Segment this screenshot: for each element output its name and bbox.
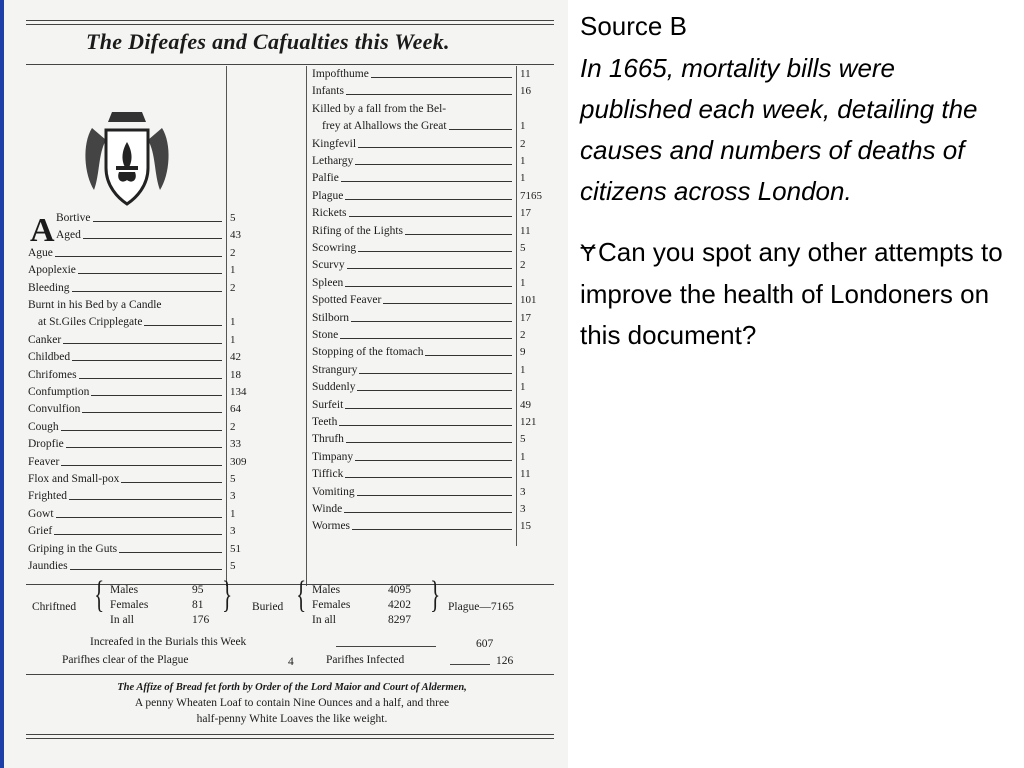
leader-line [344,512,512,513]
cause-name: Lethargy [312,155,354,167]
assize-line-1: A penny Wheaten Loaf to contain Nine Ounces and a half, and three [134,697,450,709]
cause-name: Ague [28,246,53,259]
leader-line [358,147,512,148]
cause-count: 64 [230,403,241,416]
cause-count: 5 [230,212,236,224]
christned-brace: { [94,574,105,616]
cause-count: 5 [520,433,526,446]
plague-total: Plague—7165 [448,601,514,613]
cause-count: 1 [520,276,526,289]
cause-entry [312,190,514,203]
cause-name: Dropfie [28,438,64,451]
cause-name: Teeth [312,416,338,428]
leader-line [54,534,222,535]
cause-count: 11 [520,468,531,481]
leader-line [355,164,512,165]
leader-line [449,129,512,130]
leader-line [425,355,512,356]
summary-value: 81 [192,599,204,611]
cause-name: Stilborn [312,311,350,324]
leader-line [346,94,512,95]
cause-entry [28,525,224,538]
cause-count: 1 [520,120,526,133]
summary-name: Females [110,599,149,611]
assize-title-text: The Affize of Bread fet forth by Order of the Lord Maior and Court of Aldermen, [117,682,467,693]
source-intro: In 1665, mortality bills were published each week, detailing the causes and numbers of deaths of citizens across London. [580,53,978,206]
branch-icon: Ɏ [580,240,597,267]
cause-name: Bleeding [28,281,70,294]
cause-name: Rifing of the Lights [312,224,404,237]
cause-name: Convulfion [28,403,81,416]
cause-count: 5 [230,560,236,572]
cause-entry [28,334,224,347]
cause-entry [312,468,514,481]
leader-line [72,291,222,292]
cause-count: 49 [520,398,531,411]
cause-name: Winde [312,503,343,515]
leader-line [345,286,512,287]
cause-name: Apoplexie [28,264,76,277]
leader-line [371,77,512,78]
cause-entry [312,207,514,220]
summary-value: 4095 [388,584,411,596]
leader-line [61,465,222,466]
bottom-rule-2 [26,738,554,739]
summary-rule [26,584,554,585]
cause-name: Infants [312,85,344,98]
cause-count: 121 [520,416,537,428]
cause-name: Childbed [28,351,71,364]
cause-count: 16 [520,85,531,98]
cause-count: 3 [520,503,526,515]
cause-entry [28,403,224,416]
cause-entry [312,68,514,81]
cause-entry [312,138,514,151]
cause-count: 1 [230,333,236,346]
column-divider-left [226,66,227,586]
cause-entry [312,85,514,98]
cause-entry [28,386,224,399]
cause-entry [312,381,514,394]
increase-leader [336,646,436,647]
cause-name: Grief [28,525,53,538]
bill-title: The Difeafes and Cafualties this Week. [86,29,450,54]
leader-line [66,447,222,448]
cause-entry [28,369,224,382]
summary-value: 95 [192,584,204,596]
cause-entry [28,456,224,469]
title-rule [26,64,554,65]
plague-label: Plague [448,601,480,613]
source-question-text: Can you spot any other attempts to improve the health of Londoners on this document? [580,237,1003,350]
cause-entry [28,264,224,277]
cause-count: 2 [520,259,526,272]
cause-entry [28,247,224,260]
infected-label: Parifhes Infected [326,654,405,666]
cause-count: 2 [520,329,526,341]
cause-count: 1 [520,155,526,167]
cause-entry [28,299,224,312]
cause-entry [28,421,224,434]
cause-count: 3 [230,490,236,503]
cause-count: 33 [230,438,241,451]
assize-line-2: half-penny White Loaves the like weight. [196,713,388,725]
cause-entry [312,294,514,307]
leader-line [82,412,222,413]
top-rule [26,20,554,21]
cause-name: Vomiting [312,485,355,498]
cause-count: 1 [230,264,236,277]
cause-name: Jaundies [28,560,68,572]
initial-letter-a: A [30,212,55,249]
cause-name: Impofthume [312,68,369,80]
cause-count: 1 [520,450,526,463]
source-question [580,232,1010,356]
leader-line [341,181,512,182]
cause-name: Wormes [312,520,351,533]
cause-name: Spleen [312,276,344,289]
cause-entry [28,473,224,486]
cause-count: 9 [520,346,526,359]
cause-count: 18 [230,368,241,381]
cause-entry [312,486,514,499]
leader-line [358,251,512,252]
leader-line [357,390,512,391]
leader-line [383,303,512,304]
cause-entry [312,103,514,116]
leader-line [69,499,222,500]
cause-count: 17 [520,311,531,324]
mortality-bill-image [4,0,568,768]
cause-name: Scurvy [312,259,345,272]
leader-line [56,517,222,518]
summary-value: 4202 [388,599,411,611]
cause-name: Burnt in his Bed by a Candle [28,299,162,311]
leader-line [355,460,512,461]
coat-of-arms-icon [72,104,182,214]
leader-line [340,338,512,339]
leader-line [352,529,512,530]
cause-count: 1 [520,172,526,185]
cause-entry [312,155,514,168]
cause-entry [28,508,224,521]
assize-title [26,680,558,695]
cause-count: 7165 [520,189,542,202]
cause-entry [312,364,514,377]
cause-name: Kingfevil [312,137,357,150]
cause-count: 17 [520,207,531,220]
cause-count: 1 [230,316,236,329]
cause-name: Stone [312,329,339,341]
cause-entry [28,351,224,364]
leader-line [351,321,512,322]
cause-name: Cough [28,420,59,433]
cause-name: Bortive [56,212,91,224]
cause-name: Chrifomes [28,368,77,381]
summary-name: Males [312,584,341,596]
cause-count: 101 [520,294,537,307]
cause-name: Timpany [312,450,354,463]
cause-entry [312,329,514,342]
summary-value: 176 [192,614,210,626]
cause-name: Suddenly [312,381,356,394]
cause-name: Spotted Feaver [312,294,382,307]
cause-entry [312,259,514,272]
leader-line [339,425,512,426]
leader-line [55,256,222,257]
leader-line [91,395,222,396]
cause-name: Frighted [28,490,67,503]
cause-count: 2 [230,420,236,433]
cause-name: Plague [312,189,344,202]
leader-line [70,569,222,570]
cause-name: Thrufh [312,433,344,446]
buried-brace: { [296,574,307,616]
cause-entry [312,312,514,325]
plague-value: 7165 [490,601,514,613]
source-heading: Source B [580,11,687,41]
summary-name: In all [110,614,134,626]
cause-count: 5 [520,242,526,254]
buried-close-brace: } [430,574,441,616]
summary-value: 8297 [388,614,411,626]
column-divider-center [306,66,307,586]
clear-value: 4 [288,656,294,668]
cause-name: Feaver [28,455,60,468]
christned-close-brace: } [222,574,233,616]
cause-count: 2 [230,246,236,259]
cause-entry [312,225,514,238]
cause-name: Palfie [312,172,339,185]
source-text-panel [580,8,1010,356]
cause-entry [28,543,224,556]
leader-line [79,378,222,379]
cause-count: 1 [520,363,526,376]
cause-count: 2 [230,281,236,294]
cause-name: Surfeit [312,398,344,411]
cause-name: Confumption [28,386,90,398]
leader-line [93,221,223,222]
cause-count: 2 [520,137,526,150]
cause-name: Flox and Small-pox [28,473,120,485]
cause-name: Killed by a fall from the Bel- [312,102,447,115]
cause-name: Aged [56,229,81,242]
leader-line [72,360,222,361]
cause-name: Tiffick [312,468,344,481]
cause-count: 5 [230,473,236,485]
cause-name: Griping in the Guts [28,542,118,555]
cause-name: frey at Alhallows the Great [322,120,447,133]
cause-entry [312,242,514,255]
leader-line [345,408,512,409]
cause-count: 11 [520,68,531,80]
increase-label: Increafed in the Burials this Week [90,636,247,648]
increase-value: 607 [476,638,494,650]
cause-name: Scowring [312,242,357,254]
cause-count: 1 [520,381,526,394]
cause-entry [312,172,514,185]
leader-line [61,430,222,431]
cause-count: 134 [230,386,247,398]
leader-line [349,216,513,217]
cause-entry [28,282,224,295]
summary-name: In all [312,614,336,626]
leader-line [144,325,222,326]
cause-count: 1 [230,507,236,520]
cause-count: 43 [230,229,241,242]
cause-name: Gowt [28,507,54,520]
cause-entry [28,560,224,573]
cause-entry [312,416,514,429]
leader-line [121,482,222,483]
cause-entry [312,520,514,533]
cause-name: Stopping of the ftomach [312,346,424,359]
cause-entry [56,229,224,242]
leader-line [345,199,512,200]
cause-name: Rickets [312,207,347,220]
infected-leader [450,664,490,665]
buried-label: Buried [252,601,284,613]
cause-entry [312,399,514,412]
cause-count: 15 [520,520,531,533]
leader-line [78,273,222,274]
leader-line [359,373,512,374]
leader-line [405,234,512,235]
leader-line [83,238,222,239]
cause-entry [312,503,514,516]
cause-count: 11 [520,224,531,237]
cause-count: 51 [230,542,241,555]
cause-name: at St.Giles Cripplegate [38,316,143,329]
christned-label: Chriftned [32,601,77,613]
cause-entry [312,433,514,446]
cause-name: Strangury [312,363,358,376]
cause-name: Canker [28,333,62,346]
bottom-rule [26,734,554,735]
cause-entry [312,451,514,464]
clear-label: Parifhes clear of the Plague [62,654,189,666]
cause-entry [312,277,514,290]
leader-line [345,477,512,478]
infected-value: 126 [496,655,514,667]
cause-entry [38,316,224,329]
summary-name: Males [110,584,139,596]
top-rule-2 [26,24,554,25]
cause-entry [322,120,514,133]
assize-rule [26,674,554,675]
cause-entry [28,490,224,503]
column-divider-right [516,66,517,546]
cause-count: 3 [520,485,526,498]
leader-line [63,343,222,344]
cause-count: 309 [230,455,247,468]
leader-line [119,552,222,553]
cause-count: 42 [230,351,241,364]
cause-entry [56,212,224,225]
leader-line [357,495,512,496]
cause-count: 3 [230,525,236,538]
summary-name: Females [312,599,351,611]
cause-entry [312,346,514,359]
leader-line [347,268,512,269]
cause-entry [28,438,224,451]
leader-line [346,442,512,443]
